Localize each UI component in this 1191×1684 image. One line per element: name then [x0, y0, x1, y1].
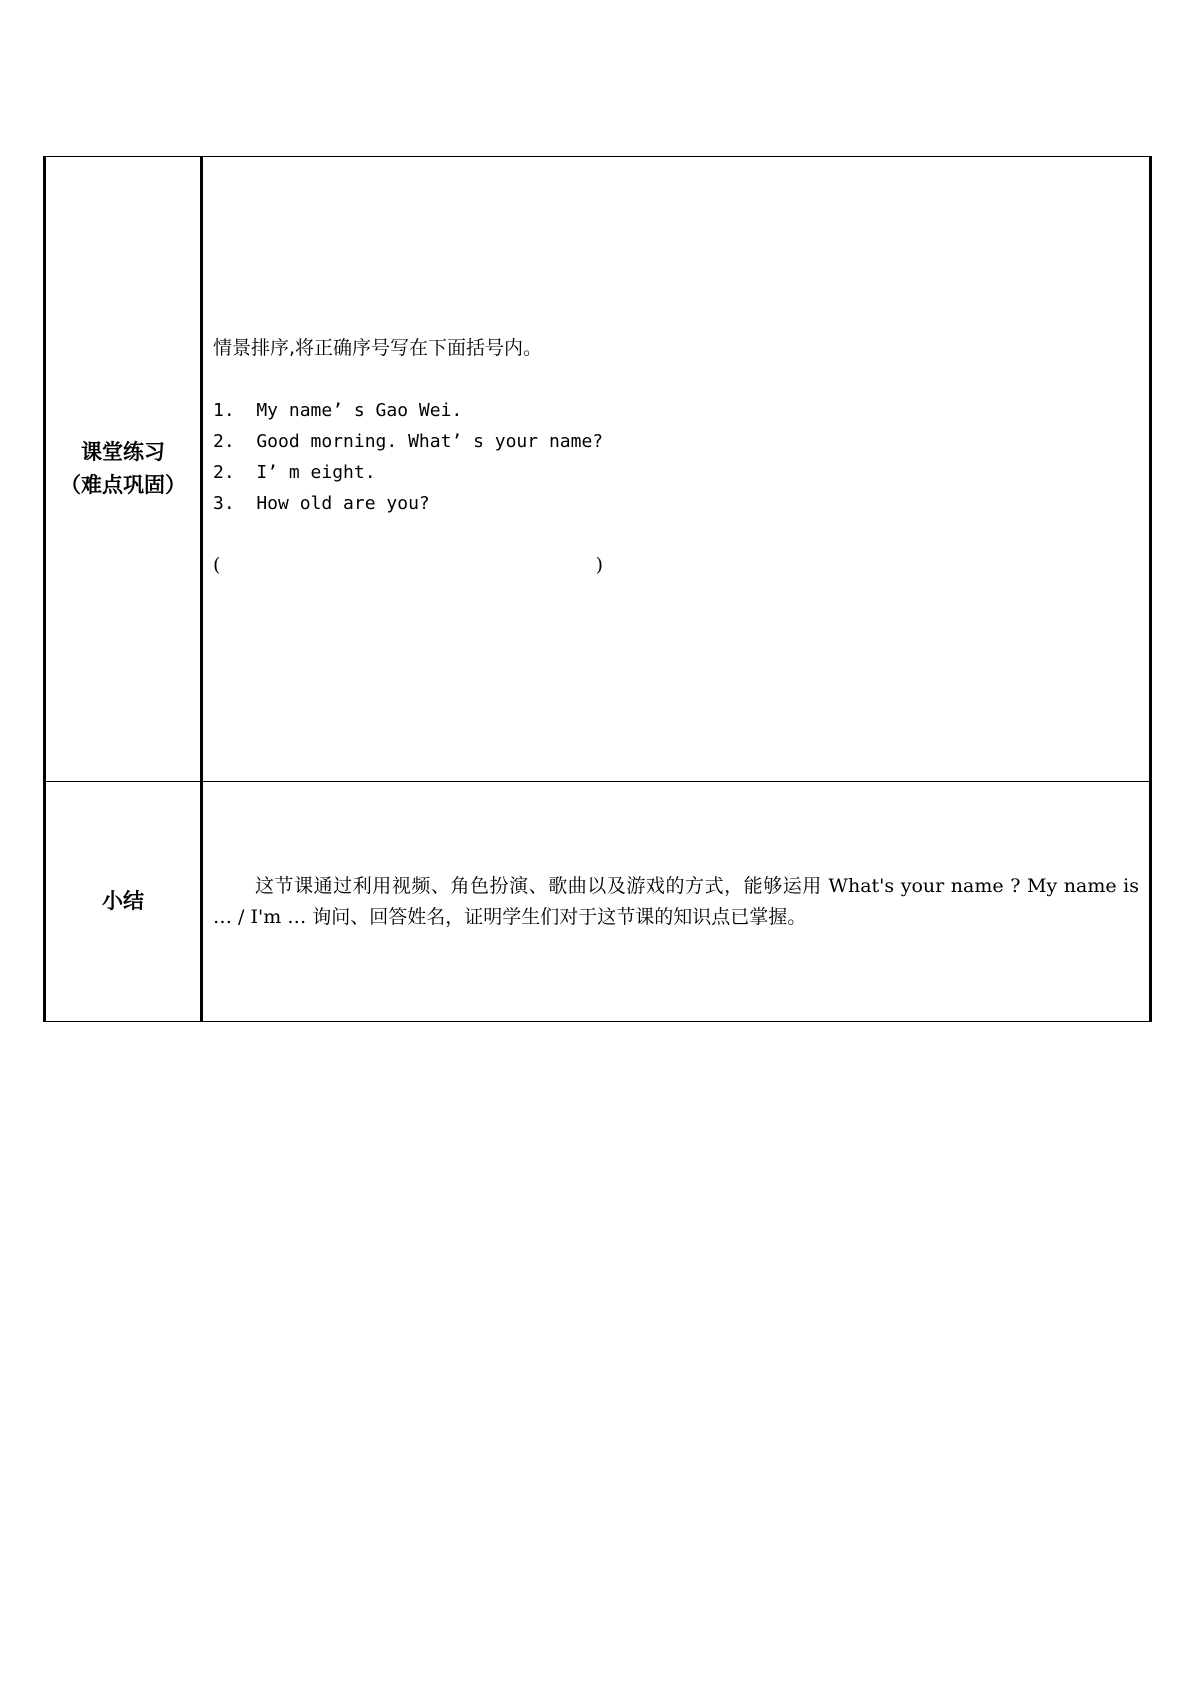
- practice-label-cell: [45, 157, 202, 782]
- practice-label-subtitle: （难点巩固）: [60, 473, 186, 497]
- practice-row: [45, 157, 1151, 782]
- practice-label-title: 课堂练习: [81, 440, 165, 464]
- dialogue-line-3: 2. I’ m eight.: [213, 462, 376, 483]
- summary-row: [45, 782, 1151, 1022]
- summary-text: 这节课通过利用视频、角色扮演、歌曲以及游戏的方式，能够运用 What's your name ? My name is … / I'm … 询问、回答姓名，证明学生们对于这节课的知识点已掌握。: [213, 874, 1139, 928]
- practice-content-cell: [202, 157, 1151, 782]
- summary-label-cell: [45, 782, 202, 1022]
- answer-bracket-open: (: [213, 554, 221, 576]
- dialogue-line-2: 2. Good morning. What’ s your name?: [213, 431, 604, 452]
- answer-bracket-close: ): [595, 554, 603, 576]
- dialogue-line-4: 3. How old are you?: [213, 493, 430, 514]
- answer-blank: [213, 550, 603, 581]
- lesson-plan-table: [43, 156, 1152, 1022]
- dialogue-line-1: 1. My name’ s Gao Wei.: [213, 400, 463, 421]
- practice-instruction: 情景排序,将正确序号写在下面括号内。: [213, 337, 543, 359]
- practice-content: [213, 333, 603, 581]
- summary-content-cell: [202, 782, 1151, 1022]
- summary-label: 小结: [102, 889, 144, 913]
